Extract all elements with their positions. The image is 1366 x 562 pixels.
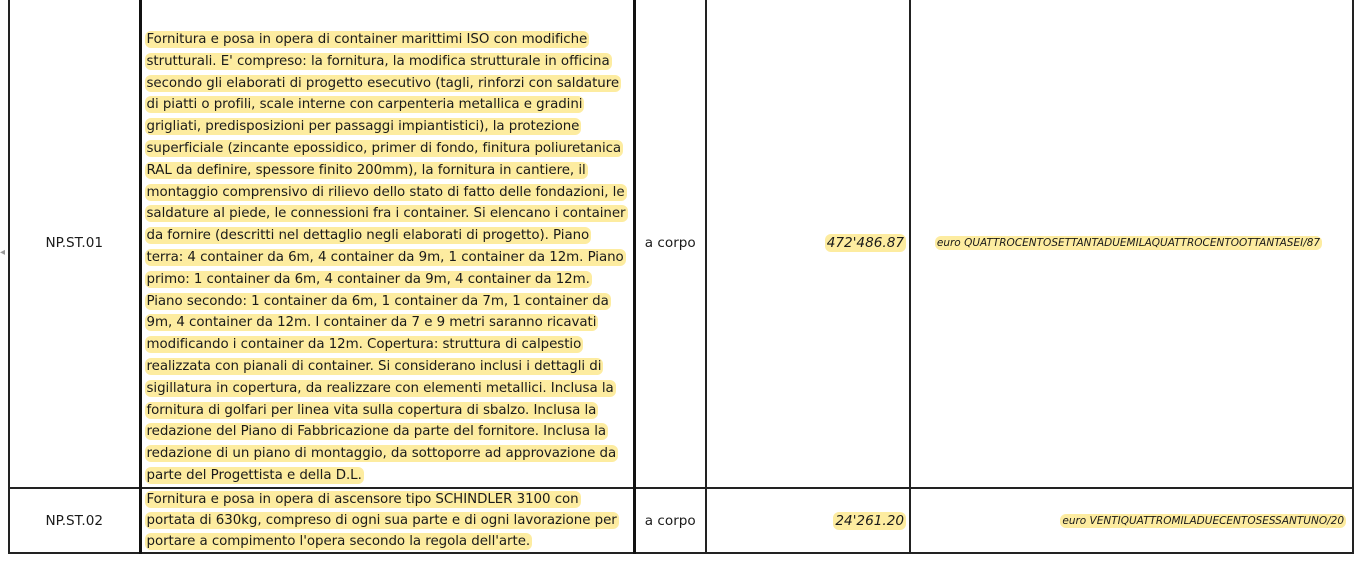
- item-code-cell: [9, 488, 140, 553]
- item-unit-cell: [634, 0, 706, 488]
- item-price: 472'486.87: [826, 235, 904, 251]
- price-list-table: [8, 0, 1354, 554]
- left-edge-marker-icon: ◂: [0, 247, 6, 258]
- item-description: Fornitura e posa in opera di ascensore tipo SCHINDLER 3100 con portata di 630kg, compreso di ogni sua parte e di ogni lavorazione per portare a compimento l'opera secondo la regola dell'arte.: [146, 492, 617, 549]
- item-description-cell: [140, 0, 634, 488]
- item-price-words: euro VENTIQUATTROMILADUECENTOSESSANTUNO/20: [1062, 514, 1344, 527]
- item-price-words: euro QUATTROCENTOSETTANTADUEMILAQUATTROCENTOOTTANTASEI/87: [936, 237, 1321, 249]
- item-unit: a corpo: [644, 235, 696, 251]
- item-price-words-cell: [910, 0, 1353, 488]
- item-price-cell: [706, 0, 910, 488]
- item-code-cell: [9, 0, 140, 488]
- table-row: [9, 488, 1353, 553]
- item-price-cell: [706, 488, 910, 553]
- item-price: 24'261.20: [835, 512, 904, 529]
- item-code: NP.ST.01: [45, 235, 103, 251]
- item-unit-cell: [634, 488, 706, 553]
- item-description: Fornitura e posa in opera di container marittimi ISO con modifiche strutturali. E' compreso: la fornitura, la modifica strutturale in officina secondo gli elaborati di progetto esecutivo (tagli, rinforzi con saldature di piatti o profili, scale interne con carpenteria metallica e gradini grigliati, predisposizioni per passaggi impiantistici), la protezione superficiale (zincante epossidico, primer di fondo, finitura poliuretanica RAL da definire, spessore finito 200mm), la fornitura in cantiere, il montaggio comprensivo di rilievo dello stato di fatto delle fondazioni, le saldature al piede, le connessioni fra i container. Si elencano i container da fornire (descritti nel dettaglio negli elaborati di progetto). Piano terra: 4 container da 6m, 4 container da 9m, 1 container da 12m. Piano primo: 1 container da 6m, 4 container da 9m, 4 container da 12m. Piano secondo: 1 container da 6m, 1 container da 7m, 1 container da 9m, 4 container da 12m. I container da 7 e 9 metri saranno ricavati modificando i container da 12m. Copertura: struttura di calpestio realizzata con pianali di container. Si considerano inclusi i dettagli di sigillatura in copertura, da realizzare con elementi metallici. Inclusa la fornitura di golfari per linea vita sulla copertura di sbalzo. Inclusa la redazione del Piano di Fabbricazione da parte del fornitore. Inclusa la redazione di un piano di montaggio, da sottoporre ad approvazione da parte del Progettista e della D.L.: [146, 32, 626, 483]
- item-code: NP.ST.02: [45, 512, 103, 529]
- item-description-cell: [140, 488, 634, 553]
- item-unit: a corpo: [644, 512, 696, 529]
- item-price-words-cell: [910, 488, 1353, 553]
- table-row: [9, 0, 1353, 488]
